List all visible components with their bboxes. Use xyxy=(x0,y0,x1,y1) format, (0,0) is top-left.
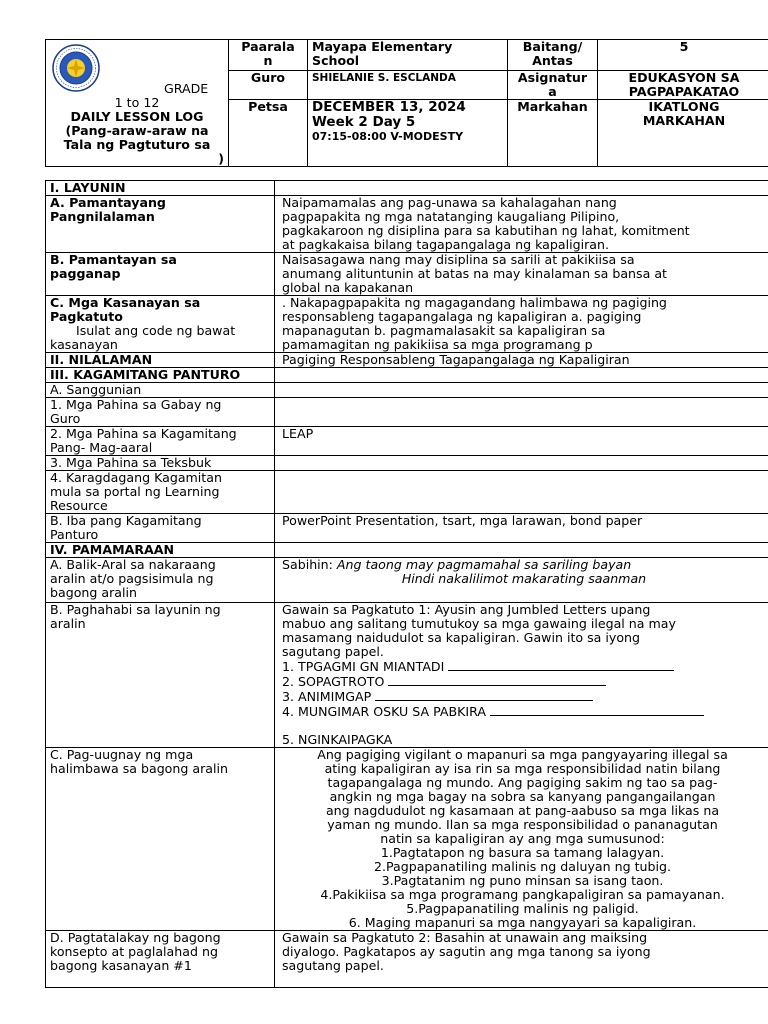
section-title: I. LAYUNIN xyxy=(46,181,275,196)
grade-range: 1 to 12 xyxy=(114,95,160,110)
value-line: natin sa kapaligiran ay ang mga sumusunod: xyxy=(380,831,665,846)
label-line: Isulat ang code ng bawat xyxy=(76,323,236,338)
table-row xyxy=(46,398,768,427)
row-label xyxy=(46,931,275,988)
empty-cell xyxy=(275,543,768,558)
subject-label-cont: a xyxy=(548,84,557,99)
label-line: halimbawa sa bagong aralin xyxy=(50,761,228,776)
value-line: mapanagutan b. pagmamalasakit sa kapaligiran sa xyxy=(282,323,606,338)
section-title: II. NILALAMAN xyxy=(46,353,275,368)
value-line: pagpapakita ng mga natatanging kaugaliang Pilipino, xyxy=(282,209,620,224)
deped-seal-icon xyxy=(52,44,100,92)
doc-title-line-2: (Pang-araw-araw na xyxy=(65,123,209,138)
label-line: 1. Mga Pahina sa Gabay ng xyxy=(50,397,222,412)
school-label: Paarala xyxy=(241,39,295,54)
value-line: masamang naidudulot sa kapaligiran. Gawin ito sa iyong xyxy=(282,630,640,645)
value-line: yaman ng mundo. Ilan sa mga responsibilidad o pananagutan xyxy=(327,817,718,832)
section-pamamaraan-row xyxy=(46,543,768,558)
value-line: at pagkakaisa bilang tagapangalaga ng kapaligiran. xyxy=(282,237,609,252)
teacher-label: Guro xyxy=(250,70,286,85)
date-value: DECEMBER 13, 2024 xyxy=(312,99,466,115)
value-line: diyalogo. Pagkatapos ay sagutin ang mga tanong sa iyong xyxy=(282,944,651,959)
row-label: A. Sanggunian xyxy=(46,383,275,398)
table-row xyxy=(46,514,768,543)
jumbled-word: 3. ANIMIMGAP xyxy=(282,689,372,704)
section-layunin-row xyxy=(46,181,768,196)
jumbled-item xyxy=(282,659,766,674)
answer-blank xyxy=(375,689,593,701)
school-value-cell xyxy=(308,40,508,71)
subject-label-cell xyxy=(508,71,598,100)
value-line: mabuo ang salitang tumutukoy sa mga gawaing ilegal na may xyxy=(282,616,676,631)
value-line: global na kapakanan xyxy=(282,280,414,295)
answer-blank xyxy=(388,674,606,686)
label-line: 2. Mga Pahina sa Kagamitang xyxy=(50,426,237,441)
grade-label: GRADE xyxy=(164,81,209,96)
quarter-label: Markahan xyxy=(517,99,588,114)
row-value: Pagiging Responsableng Tagapangalaga ng Kapaligiran xyxy=(275,353,768,368)
value-line: anumang alituntunin at batas na may kinalaman sa bansa at xyxy=(282,266,667,281)
subject-label: Asignatur xyxy=(517,70,588,85)
date-value-cell xyxy=(308,100,508,167)
quarter-label-cell xyxy=(508,100,598,167)
grade-level-value: 5 xyxy=(679,39,689,54)
list-item: 6. Maging mapanuri sa mga nangyayari sa kapaligiran. xyxy=(348,915,697,930)
section-title: III. KAGAMITANG PANTURO xyxy=(46,368,275,383)
quote-line: Ang taong may pagmamahal sa sariling bayan xyxy=(336,557,632,572)
row-label xyxy=(46,296,275,353)
row-value xyxy=(275,603,768,748)
row-value xyxy=(275,253,768,296)
table-row xyxy=(46,603,768,748)
sabihin-prefix: Sabihin: xyxy=(282,557,337,572)
school-label-cell xyxy=(229,40,308,71)
label-line: A. Balik-Aral sa nakaraang xyxy=(50,557,216,572)
label-line: aralin at/o pagsisimula ng xyxy=(50,571,214,586)
table-row xyxy=(46,253,768,296)
value-line: angkin ng mga bagay na sobra sa kanyang pangangailangan xyxy=(329,789,716,804)
label-line: mula sa portal ng Learning xyxy=(50,484,220,499)
jumbled-word: 2. SOPAGTROTO xyxy=(282,674,385,689)
header-identity-cell xyxy=(46,40,229,167)
table-row xyxy=(46,383,768,398)
label-line: kasanayan xyxy=(50,337,118,352)
empty-cell xyxy=(275,181,768,196)
label-line: Guro xyxy=(50,411,81,426)
value-line: tagapangalaga ng mundo. Ang pagiging sakim ng tao sa pag- xyxy=(327,775,718,790)
row-label: 3. Mga Pahina sa Teksbuk xyxy=(46,456,275,471)
label-line: Pagkatuto xyxy=(50,309,123,324)
table-row xyxy=(46,456,768,471)
label-line: C. Mga Kasanayan sa xyxy=(50,295,201,310)
row-value: LEAP xyxy=(275,427,768,456)
label-line: bagong kasanayan #1 xyxy=(50,958,192,973)
label-line: Pang- Mag-aaral xyxy=(50,440,153,455)
date-label-cell xyxy=(229,100,308,167)
table-row xyxy=(46,471,768,514)
row-label xyxy=(46,471,275,514)
value-line: Naipamamalas ang pag-unawa sa kahalagahan nang xyxy=(282,195,617,210)
value-line: ating kapaligiran ay isa rin sa mga responsibilidad natin bilang xyxy=(324,761,721,776)
jumbled-item xyxy=(282,674,766,689)
label-line: B. Pamantayan sa xyxy=(50,252,177,267)
row-value xyxy=(275,931,768,988)
value-line: responsableng tagapangalaga ng kapaligiran a. pagiging xyxy=(282,309,642,324)
label-line: A. Pamantayang xyxy=(50,195,166,210)
label-line: bagong aralin xyxy=(50,585,137,600)
quarter-value: IKATLONG xyxy=(648,99,720,114)
label-line: konsepto at paglalahad ng xyxy=(50,944,218,959)
lesson-table xyxy=(45,180,768,988)
table-row xyxy=(46,931,768,988)
grade-level-label: Baitang/ xyxy=(522,39,583,54)
label-line: D. Pagtatalakay ng bagong xyxy=(50,930,221,945)
row-value: PowerPoint Presentation, tsart, mga larawan, bond paper xyxy=(275,514,768,543)
value-line: . Nakapagpapakita ng magagandang halimbawa ng pagiging xyxy=(282,295,667,310)
teacher-value: SHIELANIE S. ESCLANDA xyxy=(312,72,456,84)
school-label-cont: n xyxy=(263,53,273,68)
empty-cell xyxy=(275,456,768,471)
row-value xyxy=(275,748,768,931)
teacher-value-cell xyxy=(308,71,508,100)
table-row xyxy=(46,196,768,253)
subject-value-cell xyxy=(598,71,768,100)
row-label xyxy=(46,558,275,603)
label-line: B. Paghahabi sa layunin ng xyxy=(50,602,221,617)
value-line: pamamagitan ng pakikiisa sa mga programang p xyxy=(282,337,593,352)
row-label xyxy=(46,196,275,253)
row-label xyxy=(46,253,275,296)
row-label xyxy=(46,603,275,748)
table-row xyxy=(46,427,768,456)
label-line: B. Iba pang Kagamitang xyxy=(50,513,202,528)
subject-value-cont: PAGPAPAKATAO xyxy=(628,84,740,99)
empty-cell xyxy=(275,398,768,427)
value-line: Ang pagiging vigilant o mapanuri sa mga pangyayaring illegal sa xyxy=(317,747,728,762)
label-line: Resource xyxy=(50,498,108,513)
header-table xyxy=(45,39,768,167)
jumbled-item xyxy=(282,689,766,704)
section-title: IV. PAMAMARAAN xyxy=(46,543,275,558)
time-section-value: 07:15-08:00 V-MODESTY xyxy=(312,130,464,143)
week-day-value: Week 2 Day 5 xyxy=(312,114,416,130)
row-label xyxy=(46,427,275,456)
table-row xyxy=(46,296,768,353)
row-label xyxy=(46,514,275,543)
grade-level-value-cell xyxy=(598,40,768,71)
list-item: 2.Pagpapanatiling malinis ng daluyan ng tubig. xyxy=(373,859,672,874)
row-label xyxy=(46,748,275,931)
subject-value: EDUKASYON SA xyxy=(628,70,740,85)
jumbled-item xyxy=(282,704,766,719)
table-row xyxy=(46,748,768,931)
label-line: Pangnilalaman xyxy=(50,209,155,224)
empty-cell xyxy=(275,383,768,398)
quarter-value-cell xyxy=(598,100,768,167)
value-line: Gawain sa Pagkatuto 2: Basahin at unawain ang maiksing xyxy=(282,930,648,945)
doc-title-line-3: Tala ng Pagtuturo sa xyxy=(63,137,211,152)
date-label: Petsa xyxy=(248,99,288,114)
row-value xyxy=(275,558,768,603)
empty-cell xyxy=(275,368,768,383)
list-item: 1.Pagtatapon ng basura sa tamang lalagyan. xyxy=(380,845,665,860)
value-line: sagutang papel. xyxy=(282,644,384,659)
list-item: 5.Pagpapanatiling malinis ng paligid. xyxy=(406,901,639,916)
value-line: pagkakaroon ng disiplina para sa kabutihan ng lahat, komitment xyxy=(282,223,690,238)
row-value xyxy=(275,196,768,253)
value-line: ang nagdudulot ng kasamaan at pang-aabuso sa mga likas na xyxy=(325,803,720,818)
value-line: sagutang papel. xyxy=(282,958,384,973)
section-nilalaman-row xyxy=(46,353,768,368)
label-line: C. Pag-uugnay ng mga xyxy=(50,747,194,762)
table-row xyxy=(46,558,768,603)
doc-title-line-4: ) xyxy=(218,151,224,166)
quote-line: Hindi nakalilimot makarating saanman xyxy=(401,571,647,586)
section-kagamitan-row xyxy=(46,368,768,383)
value-line: Gawain sa Pagkatuto 1: Ayusin ang Jumbled Letters upang xyxy=(282,602,651,617)
empty-cell xyxy=(275,471,768,514)
spacer xyxy=(282,719,766,733)
label-line: pagganap xyxy=(50,266,121,281)
jumbled-word: 4. MUNGIMAR OSKU SA PABKIRA xyxy=(282,704,486,719)
grade-level-label-cont: Antas xyxy=(532,53,573,68)
jumbled-word: 1. TPGAGMI GN MIANTADI xyxy=(282,659,445,674)
list-item: 3.Pagtatanim ng puno minsan sa isang taon. xyxy=(381,873,664,888)
label-line: 4. Karagdagang Kagamitan xyxy=(50,470,222,485)
answer-blank xyxy=(490,704,704,716)
doc-title-line-1: DAILY LESSON LOG xyxy=(70,109,204,124)
label-line: Panturo xyxy=(50,527,99,542)
quarter-value-cont: MARKAHAN xyxy=(642,113,726,128)
list-item: 4.Pakikiisa sa mga programang pangkapaligiran sa pamayanan. xyxy=(320,887,725,902)
value-line: Naisasagawa nang may disiplina sa sarili at pakikiisa sa xyxy=(282,252,635,267)
grade-level-label-cell xyxy=(508,40,598,71)
school-value: Mayapa Elementary xyxy=(312,39,453,54)
value-line xyxy=(282,558,766,572)
teacher-label-cell xyxy=(229,71,308,100)
label-line: aralin xyxy=(50,616,86,631)
row-label xyxy=(46,398,275,427)
row-value xyxy=(275,296,768,353)
jumbled-item: 5. NGINKAIPAGKA xyxy=(282,732,393,747)
school-value-cont: School xyxy=(312,53,360,68)
answer-blank xyxy=(448,659,674,671)
